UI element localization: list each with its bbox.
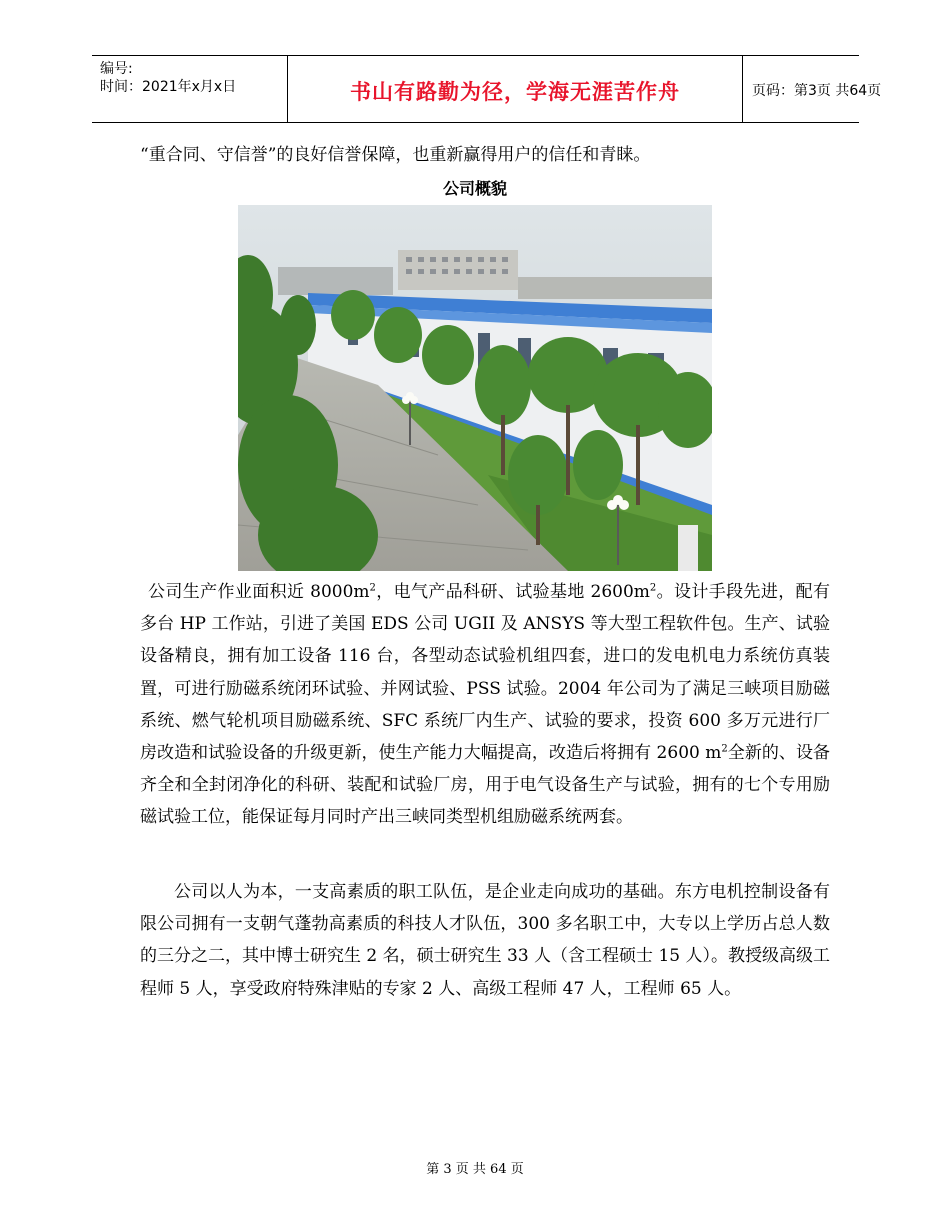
section-title: 公司概貌 bbox=[442, 179, 507, 198]
para1-sup-b: 2 bbox=[649, 582, 657, 594]
page-footer-number: 第 3 页 共 64 页 bbox=[426, 1162, 524, 1177]
company-campus-photo bbox=[238, 205, 712, 571]
para1-part-d: 全新的、设备齐全和全封闭净化的科研、装配和试验厂房，用于电气设备生产与试验，拥有的七个专用励磁试验工位，能保证每月同时产出三峡同类型机组励磁系统两套。 bbox=[140, 743, 830, 828]
doc-time-label: 时间：2021年x月x日 bbox=[100, 79, 237, 95]
para1-sup-a: 2 bbox=[369, 582, 376, 594]
para2-text: 公司以人为本，一支高素质的职工队伍，是企业走向成功的基础。东方电机控制设备有限公司拥有一支朝气蓬勃高素质的科技人才队伍，300 多名职工中，大专以上学历占总人数的三分之二，其中博士研究生 2 名，硕士研究生 33 人（含工程硕士 15 人）。教授级高级工程师 5 人，享受政府特殊津贴的专家 2 人、高级工程师 47 人，工程师 65 人。 bbox=[140, 882, 831, 999]
header-page-cell bbox=[742, 56, 882, 122]
para1-part-c: 。设计手段先进，配有多台 HP 工作站，引进了美国 EDS 公司 UGII 及 ANSYS 等大型工程软件包。生产、试验设备精良，拥有加工设备 116 台，各型动态试验机组四套，进口的发电机电力系统仿真装置，可进行励磁系统闭环试验、并网试验、PSS 试验。2004 年公司为了满足三峡项目励磁系统、燃气轮机项目励磁系统、SFC 系统厂内生产、试验的要求，投资 600 多万元进行厂房改造和试验设备的升级更新，使生产能力大幅提高，改造后将拥有 2600 m bbox=[140, 582, 830, 764]
doc-code-label: 编号: bbox=[100, 61, 133, 77]
para1-sup-c: 2 bbox=[721, 743, 728, 755]
page-header bbox=[92, 55, 882, 123]
campus-photo-illustration bbox=[238, 205, 712, 571]
header-motto: 书山有路勤为径，学海无涯苦作舟 bbox=[350, 80, 680, 104]
paragraph-staff bbox=[140, 876, 830, 1005]
para1-part-b: ，电气产品科研、试验基地 2600m bbox=[375, 582, 650, 602]
header-motto-cell bbox=[287, 56, 743, 122]
paragraph-facilities bbox=[140, 576, 830, 834]
header-meta-cell bbox=[92, 56, 287, 122]
header-page-code: 页码：第3页 共64页 bbox=[752, 83, 882, 99]
para1-part-a: 公司生产作业面积近 8000m bbox=[148, 582, 370, 602]
carry-over-line: “重合同、守信誉”的良好信誉保障，也重新赢得用户的信任和青睐。 bbox=[140, 145, 651, 165]
